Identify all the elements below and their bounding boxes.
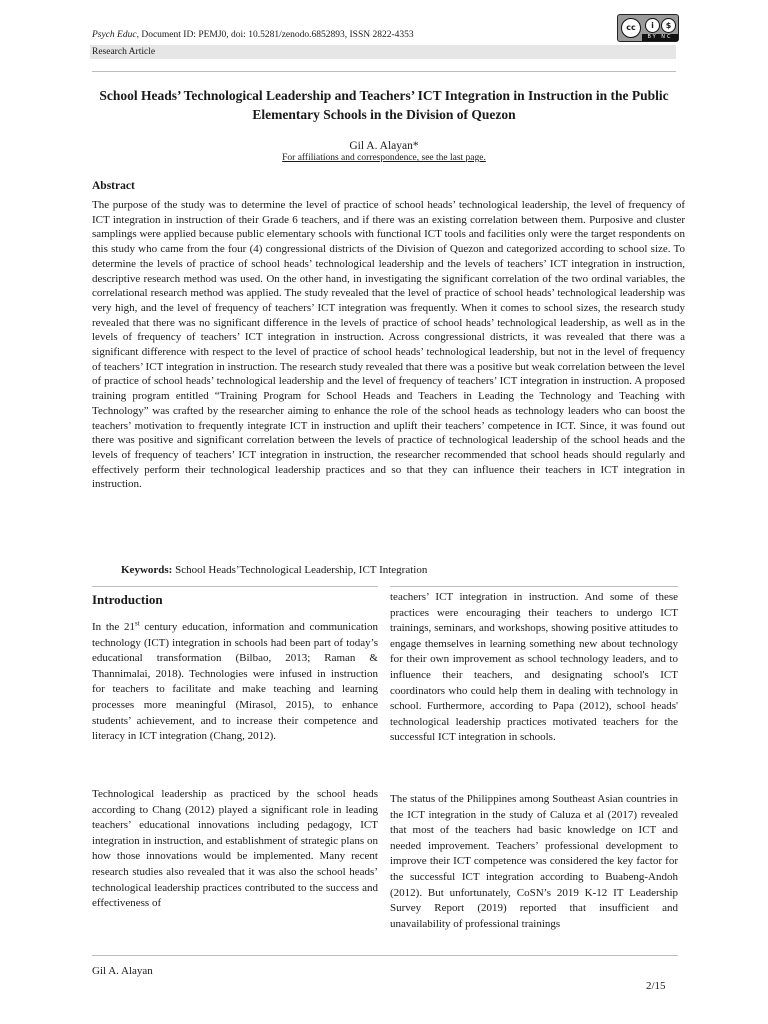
right-column-divider xyxy=(390,586,678,587)
keywords-text: School Heads’Technological Leadership, ICT Integration xyxy=(175,564,428,576)
intro-paragraph-4: The status of the Philippines among Southeast Asian countries in the ICT integration in the study of Caluza et al (2017) revealed that most of the teachers had basic knowledge on ICT and needed improvement. Teachers’ professional development to improve their ICT competence was considered the key factor for the successful ICT integration according to Buabeng-Andoh (2012). But unfortunately, CoSN’s 2019 K-12 IT Leadership Survey Report (2019) reported that insufficient and unavailability of professional trainings xyxy=(390,793,678,930)
intro-p1-start: In the 21 xyxy=(92,621,136,633)
license-strip: BY NC xyxy=(642,34,678,41)
header-divider xyxy=(92,71,676,72)
affiliation-link[interactable]: For affiliations and correspondence, see the last page. xyxy=(282,153,486,163)
journal-name: Psych Educ xyxy=(92,30,137,40)
intro-paragraph-3: teachers’ ICT integration in instruction. And some of these practices were encouraging their teachers to undergo ICT trainings, seminars, and workshops, showing positive attitudes to engage themselves in learning something new about technology for their own improvement as school technology leaders, and to influence their teachers, and designating school's ICT coordinators who could help them in dealing with technology in school. Furthermore, according to Papa (2012), school heads' technological leadership practices motivated teachers for the successful ICT integration in schools. xyxy=(390,591,678,744)
journal-header xyxy=(92,30,414,40)
page-number: 2/15 xyxy=(646,980,666,992)
intro-p1-rest: century education, information and communication technology (ICT) integration in schools had been part of today’s educational transformation (Bilbao, 2013; Raman & Thannimalai, 2018). Technologies were infused in instruction for teachers to facilitate and make teaching and learning processes more meaningful (Mirasol, 2015), to enhance students’ achievement, and to increase their competence and literacy in ICT integration (Chang, 2012). xyxy=(92,621,378,743)
intro-paragraph-1 xyxy=(92,620,378,745)
footer-author: Gil A. Alayan xyxy=(92,965,153,977)
introduction-heading: Introduction xyxy=(92,592,163,607)
noncommercial-icon: $ xyxy=(661,18,676,33)
keywords-line xyxy=(121,564,427,576)
affiliation-note xyxy=(92,153,676,163)
author-name: Gil A. Alayan* xyxy=(349,140,419,152)
document-meta: , Document ID: PEMJ0, doi: 10.5281/zenodo.6852893, ISSN 2822-4353 xyxy=(136,30,414,40)
intro-p1-sup: st xyxy=(135,619,140,628)
paper-title: School Heads’ Technological Leadership and Teachers’ ICT Integration in Instruction in the Public Elementary Schools in the Division of Quezon xyxy=(99,88,669,122)
keywords-label: Keywords: xyxy=(121,564,173,576)
abstract-heading: Abstract xyxy=(92,180,135,192)
intro-paragraph-2: Technological leadership as practiced by the school heads according to Chang (2012) played a significant role in leading teachers’ educational innovations including pedagogy, ICT integration in instruction, and establishment of strategic plans on how those innovations would be implemented. Many recent research studies also revealed that it was also the school heads’ technological leadership practices contributed to the success and effectiveness of xyxy=(92,788,378,910)
footer-divider xyxy=(92,955,678,956)
article-type-bar: Research Article xyxy=(90,45,676,59)
cc-license-badge[interactable] xyxy=(617,14,679,42)
abstract-body: The purpose of the study was to determine the level of practice of school heads’ technological leadership, the level of frequency of ICT integration in instruction of their Grade 6 teachers, and if there was an existing correlation between them. Purposive and cluster samplings were applied because public elementary schools with functional ICT tools and facilities only were the target respondents on this study who came from the four (4) congressional districts of the Division of Quezon and categorized according to school size. To determine the levels of practice of school heads’ technological leadership and the levels of teachers’ ICT integration in instruction, descriptive research method was used. On the other hand, in investigating the significant correlation of the two ordinal variables, the correlational research method was applied. The study revealed that the level of practice of school heads’ technological leadership was very high, and the level of frequency of teachers’ ICT integration was frequently. When it comes to school sizes, the research study revealed that there was no significant difference in the levels of practice of school heads’ technological leadership, as well as in the levels of frequency of teachers’ ICT integration in instruction. Across congressional districts, it was revealed that there was a significant difference with respect to the level of practice of school heads’ technological leadership, but not in the level of frequency of teachers’ ICT integration in instruction. The research study revealed that there was a positive but weak correlation between the level of practice of school heads’ technological leadership and the level of frequency of teachers’ ICT integration in instruction. A proposed training program entitled “Training Program for School Heads and Teachers in Leading the Technology and Teaching with Technology” was crafted by the researcher aiming to enhance the role of the school heads as technology leaders who can boost the teachers’ motivation to frequently integrate ICT in instruction and uplift their teachers’ competence in ICT. Since, it was found out there was positive and significant correlation between the levels of practice of technological leadership of the school heads and the levels of frequency of teachers’ ICT integration in instruction, the researcher recommended that school heads should regularly and effectively perform their technological leadership practices and so that they can influence their teachers in ICT integration in instruction. xyxy=(92,199,685,491)
left-column-divider xyxy=(92,586,378,587)
attribution-icon: i xyxy=(645,18,660,33)
creative-commons-icon: cc xyxy=(621,18,641,38)
